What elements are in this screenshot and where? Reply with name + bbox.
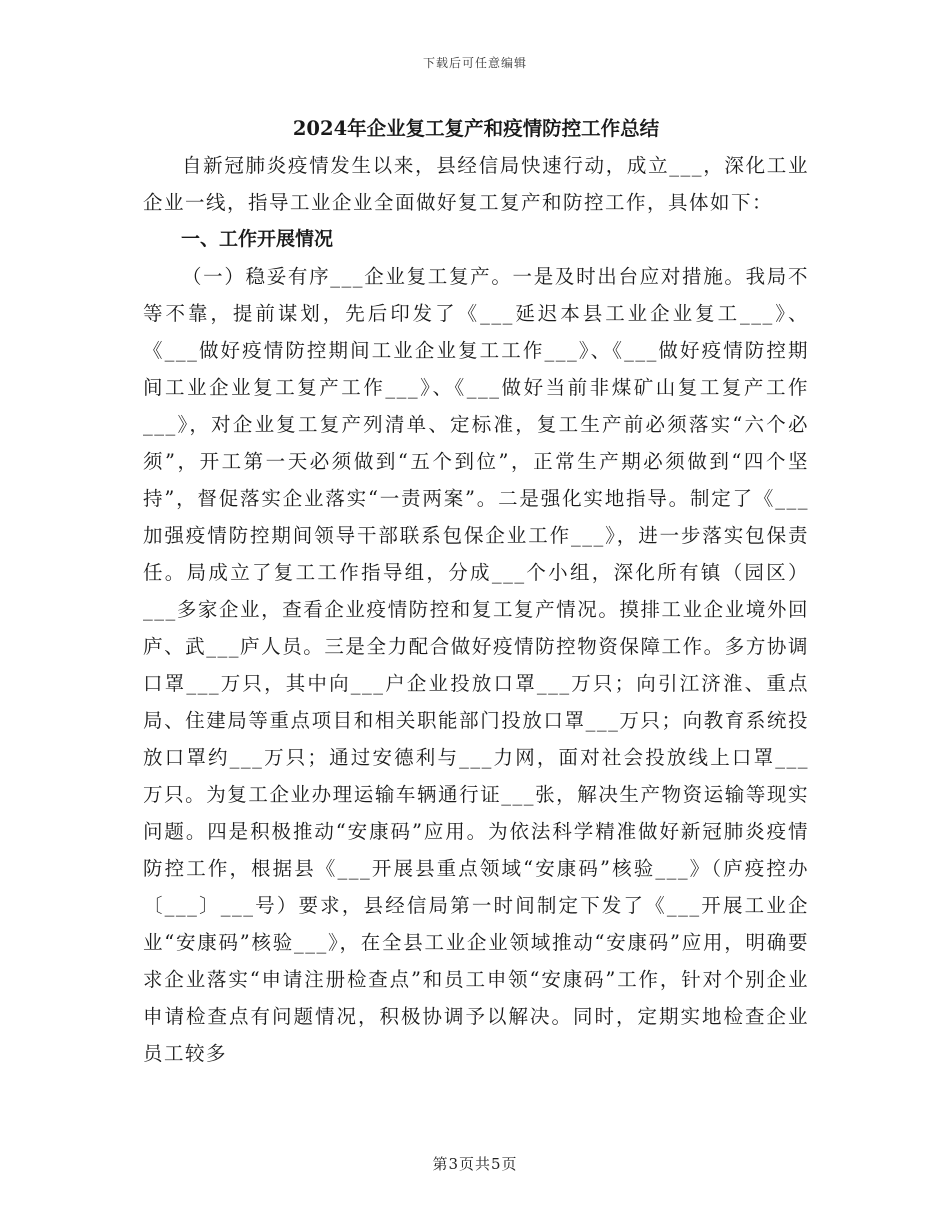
document-title: 2024年企业复工复产和疫情防控工作总结	[292, 117, 660, 140]
page-footer-indicator: 第3页共5页	[432, 1155, 518, 1173]
page-header-note: 下载后可任意编辑	[422, 56, 527, 70]
section-heading: 一、工作开展情况	[181, 228, 334, 250]
section-paragraph: （一）稳妥有序___企业复工复产。一是及时出台应对措施。我局不等不靠，提前谋划，先后印发了《___延迟本县工业企业复工___》、《___做好疫情防控期间工业企业复工工作___》、《___做好疫情防控期间工业企业复工复产工作___》、《___做好当前非煤矿山复工复产工作___》，对企业复工复产列清单、定标准，复工生产前必须落实“六个必须”，开工第一天必须做到“五个到位”，正常生产期必须做到“四个坚持”，督促落实企业落实“一责两案”。二是强化实地指导。制定了《___加强疫情防控期间领导干部联系包保企业工作___》，进一步落实包保责任。局成立了复工工作指导组，分成___个小组，深化所有镇（园区）___多家企业，查看企业疫情防控和复工复产情况。摸排工业企业境外回庐、武___庐人员。三是全力配合做好疫情防控物资保障工作。多方协调口罩___万只，其中向___户企业投放口罩___万只；向引江济淮、重点局、住建局等重点项目和相关职能部门投放口罩___万只；向教育系统投放口罩约___万只；通过安德利与___力网，面对社会投放线上口罩___万只。为复工企业办理运输车辆通行证___张，解决生产物资运输等现实问题。四是积极推动“安康码”应用。为依法科学精准做好新冠肺炎疫情防控工作，根据县《___开展县重点领域“安康码”核验___》（庐疫控办〔___〕___号）要求，县经信局第一时间制定下发了《___开展工业企业“安康码”核验___》，在全县工业企业领域推动“安康码”应用，明确要求企业落实“申请注册检查点”和员工申领“安康码”工作，针对个别企业申请检查点有问题情况，积极协调予以解决。同时，定期实地检查企业员工较多	[143, 265, 809, 1065]
document-body	[143, 110, 809, 1072]
intro-paragraph: 自新冠肺炎疫情发生以来，县经信局快速行动，成立___，深化工业企业一线，指导工业企业全面做好复工复产和防控工作，具体如下：	[143, 154, 809, 214]
